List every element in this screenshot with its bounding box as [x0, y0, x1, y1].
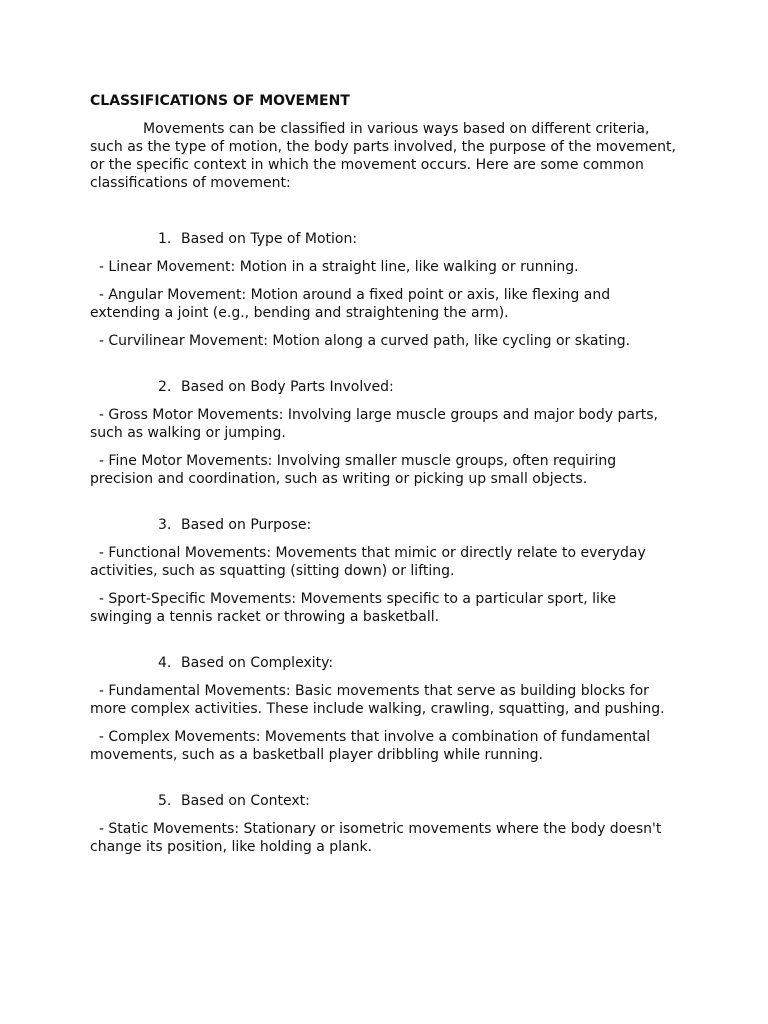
section-heading	[158, 516, 680, 534]
section-heading	[158, 378, 680, 396]
list-item: - Gross Motor Movements: Involving large muscle groups and major body parts, such as walking or jumping.	[90, 407, 658, 441]
section-heading	[158, 230, 680, 248]
section-heading-text: Based on Context:	[181, 793, 310, 809]
list-item: - Complex Movements: Movements that involve a combination of fundamental movements, such as a basketball player dribbling while running.	[90, 729, 651, 763]
section-heading-text: Based on Body Parts Involved:	[181, 379, 394, 395]
list-item: - Static Movements: Stationary or isometric movements where the body doesn't change its position, like holding a plank.	[90, 821, 662, 855]
section-heading	[158, 654, 680, 672]
section-complexity	[90, 654, 680, 764]
section-number: 5.	[158, 793, 172, 809]
document-title: CLASSIFICATIONS OF MOVEMENT	[90, 93, 350, 109]
section-heading-text: Based on Purpose:	[181, 517, 312, 533]
list-item: - Curvilinear Movement: Motion along a curved path, like cycling or skating.	[98, 333, 631, 349]
section-number: 1.	[158, 231, 172, 247]
section-body-parts	[90, 378, 680, 488]
section-context	[90, 792, 680, 856]
list-item: - Fundamental Movements: Basic movements that serve as building blocks for more complex activities. These include walking, crawling, squatting, and pushing.	[90, 683, 665, 717]
document-page	[90, 92, 680, 866]
list-item: - Fine Motor Movements: Involving smaller muscle groups, often requiring precision and coordination, such as writing or picking up small objects.	[90, 453, 617, 487]
section-number: 2.	[158, 379, 172, 395]
section-heading-text: Based on Type of Motion:	[181, 231, 358, 247]
section-purpose	[90, 516, 680, 626]
list-item: - Linear Movement: Motion in a straight line, like walking or running.	[98, 259, 579, 275]
list-item: - Sport-Specific Movements: Movements specific to a particular sport, like swinging a tennis racket or throwing a basketball.	[90, 591, 617, 625]
list-item: - Angular Movement: Motion around a fixed point or axis, like flexing and extending a joint (e.g., bending and straightening the arm).	[90, 287, 611, 321]
section-number: 4.	[158, 655, 172, 671]
intro-paragraph: Movements can be classified in various ways based on different criteria, such as the type of motion, the body parts involved, the purpose of the movement, or the specific context in which the movement occurs. Here are some common classifications of movement:	[90, 121, 676, 191]
section-type-of-motion	[90, 230, 680, 350]
section-heading	[158, 792, 680, 810]
list-item: - Functional Movements: Movements that mimic or directly relate to everyday activities, such as squatting (sitting down) or lifting.	[90, 545, 646, 579]
section-number: 3.	[158, 517, 172, 533]
section-heading-text: Based on Complexity:	[181, 655, 334, 671]
